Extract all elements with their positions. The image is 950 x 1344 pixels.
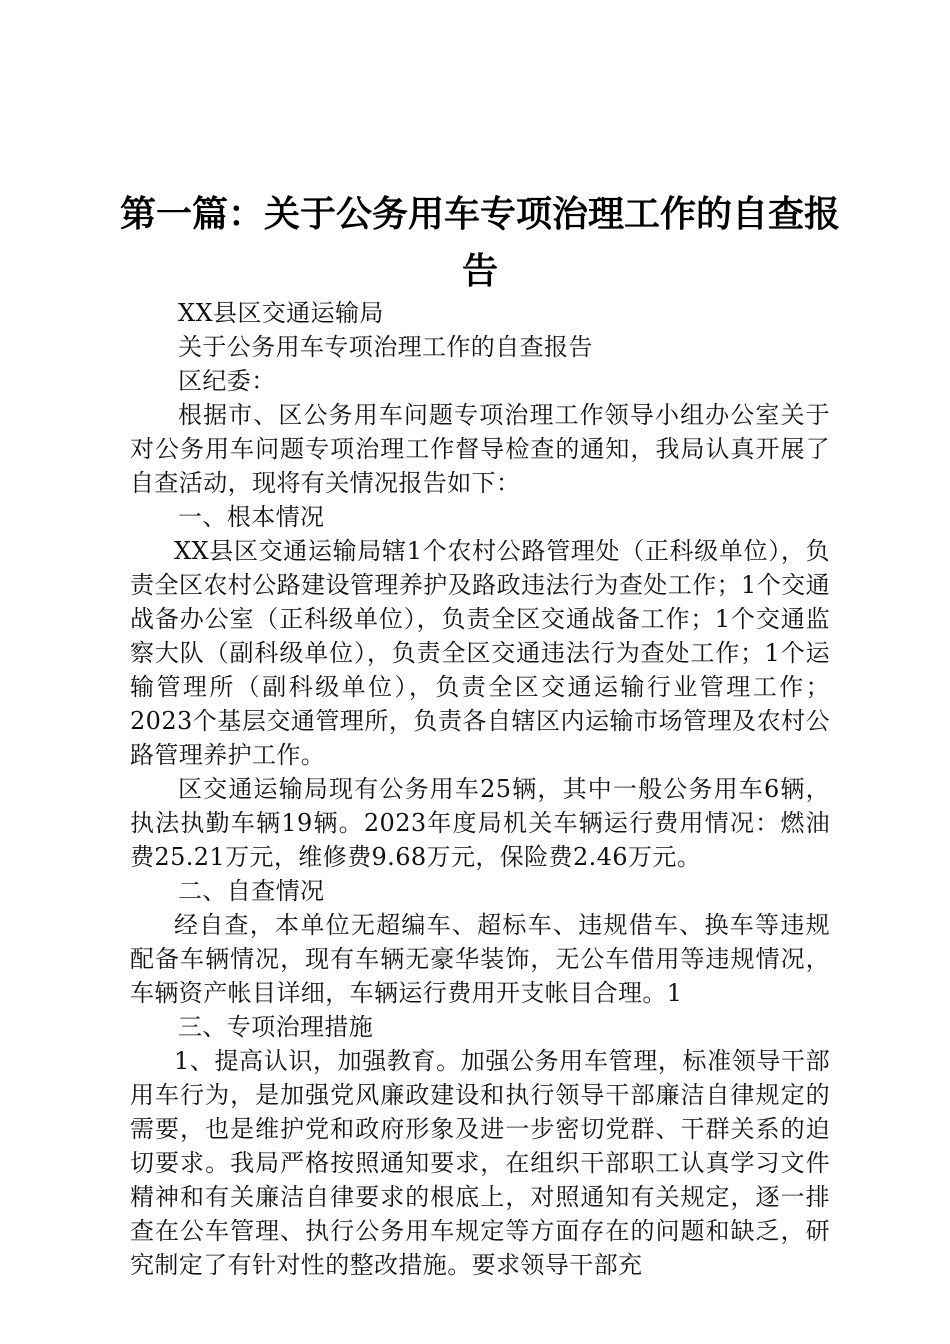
document-title: 第一篇：关于公务用车专项治理工作的自查报告: [119, 194, 840, 292]
intro-paragraph: 根据市、区公务用车问题专项治理工作领导小组办公室关于对公务用车问题专项治理工作督导检查的通知，我局认真开展了自查活动，现将有关情况报告如下：: [130, 401, 830, 497]
document-body: [130, 296, 830, 1282]
section-heading-3: 三、专项治理措施: [178, 1013, 374, 1041]
subject-line: 关于公务用车专项治理工作的自查报告: [178, 333, 593, 361]
section-2-paragraph: 经自查，本单位无超编车、超标车、违规借车、换车等违规配备车辆情况，现有车辆无豪华装饰，无公车借用等违规情况，车辆资产帐目详细，车辆运行费用开支帐目合理。1: [130, 911, 830, 1007]
section-heading-2: 二、自查情况: [178, 877, 325, 905]
section-1-paragraph-1: XX县区交通运输局辖1个农村公路管理处（正科级单位），负责全区农村公路建设管理养护及路政违法行为查处工作；1个交通战备办公室（正科级单位），负责全区交通战备工作；1个交通监察大队（副科级单位），负责全区交通违法行为查处工作；1个运输管理所（副科级单位），负责全区交通运输行业管理工作；2023个基层交通管理所，负责各自辖区内运输市场管理及农村公路管理养护工作。: [130, 537, 830, 769]
section-3-paragraph-1: 1、提高认识，加强教育。加强公务用车管理，标准领导干部用车行为，是加强党风廉政建设和执行领导干部廉洁自律规定的需要，也是维护党和政府形象及进一步密切党群、干群关系的迫切要求。我局严格按照通知要求，在组织干部职工认真学习文件精神和有关廉洁自律要求的根底上，对照通知有关规定，逐一排查在公车管理、执行公务用车规定等方面存在的问题和缺乏，研究制定了有针对性的整改措施。要求领导干部充: [130, 1047, 830, 1279]
section-1-paragraph-2: 区交通运输局现有公务用车25辆，其中一般公务用车6辆，执法执勤车辆19辆。2023年度局机关车辆运行费用情况：燃油费25.21万元，维修费9.68万元，保险费2.46万元。: [130, 775, 830, 871]
addressee-line: 区纪委：: [178, 367, 276, 395]
issuer-line: XX县区交通运输局: [178, 299, 384, 327]
section-heading-1: 一、根本情况: [178, 503, 325, 531]
